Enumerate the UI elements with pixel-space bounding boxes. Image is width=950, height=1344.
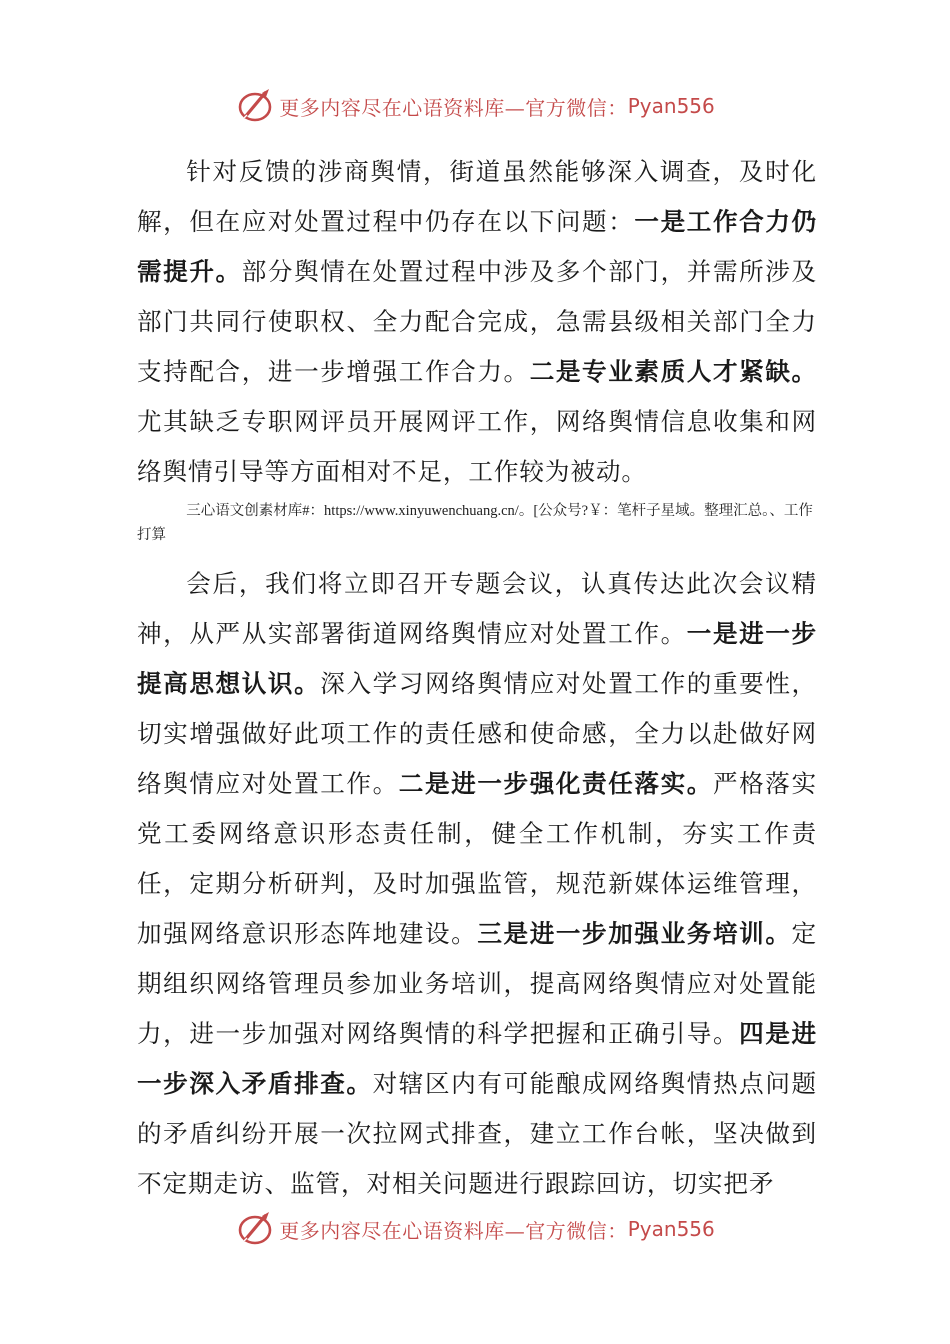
bold-heading: 三是进一步加强业务培训。: [477, 919, 792, 948]
bold-heading: 二是专业素质人才紧缺。: [529, 357, 817, 386]
banner-wechat-id: Pyan556: [627, 94, 715, 118]
paragraph-plans: [137, 559, 817, 1209]
paragraph-text: 部分舆情在处置过程中涉及多个部门，并需所涉及部门共同行使职权、全力配合完成，急需县级相关部门全力支持配合，进一步增强工作合力。: [137, 257, 817, 386]
bold-heading: 四是进一步深入矛盾排查。: [137, 1019, 818, 1098]
paragraph-text: 严格落实党工委网络意识形态责任制，健全工作机制，夯实工作责任，定期分析研判，及时加强监管，规范新媒体运维管理，加强网络意识形态阵地建设。: [137, 769, 817, 948]
document-body: [137, 147, 817, 1209]
footer-banner: [0, 1207, 950, 1251]
bold-heading: 二是进一步强化责任落实。: [398, 769, 713, 798]
paragraph-problems: [137, 147, 817, 497]
source-note: 三心语文创素材库#：https://www.xinyuwenchuang.cn/。[公众号?￥：笔杆子星域。整理汇总。、工作打算: [137, 503, 813, 543]
header-banner: [0, 84, 950, 128]
banner-text: 更多内容尽在心语资料库—官方微信：: [279, 95, 628, 120]
paragraph-text: 会后，我们将立即召开专题会议，认真传达此次会议精神，从严从实部署街道网络舆情应对处置工作。: [137, 569, 817, 648]
paragraph-text: 针对反馈的涉商舆情，街道虽然能够深入调查，及时化解，但在应对处置过程中仍存在以下问题：: [137, 157, 817, 236]
pen-circle-logo-icon: [235, 86, 275, 126]
banner-text: 更多内容尽在心语资料库—官方微信：: [279, 1218, 628, 1243]
paragraph-text: 对辖区内有可能酿成网络舆情热点问题的矛盾纠纷开展一次拉网式排查，建立工作台帐，坚决做到不定期走访、监管，对相关问题进行跟踪回访，切实把矛: [137, 1069, 817, 1198]
bold-heading: 一是工作合力仍需提升。: [137, 207, 817, 286]
paragraph-text: 深入学习网络舆情应对处置工作的重要性，切实增强做好此项工作的责任感和使命感，全力以赴做好网络舆情应对处置工作。: [137, 669, 817, 798]
pen-circle-logo-icon: [235, 1209, 275, 1249]
paragraph-text: 尤其缺乏专职网评员开展网评工作，网络舆情信息收集和网络舆情引导等方面相对不足，工作较为被动。: [137, 407, 817, 486]
banner-wechat-id: Pyan556: [627, 1217, 715, 1241]
paragraph-text: 定期组织网络管理员参加业务培训，提高网络舆情应对处置能力，进一步加强对网络舆情的科学把握和正确引导。: [137, 919, 817, 1048]
bold-heading: 一是进一步提高思想认识。: [137, 619, 817, 698]
